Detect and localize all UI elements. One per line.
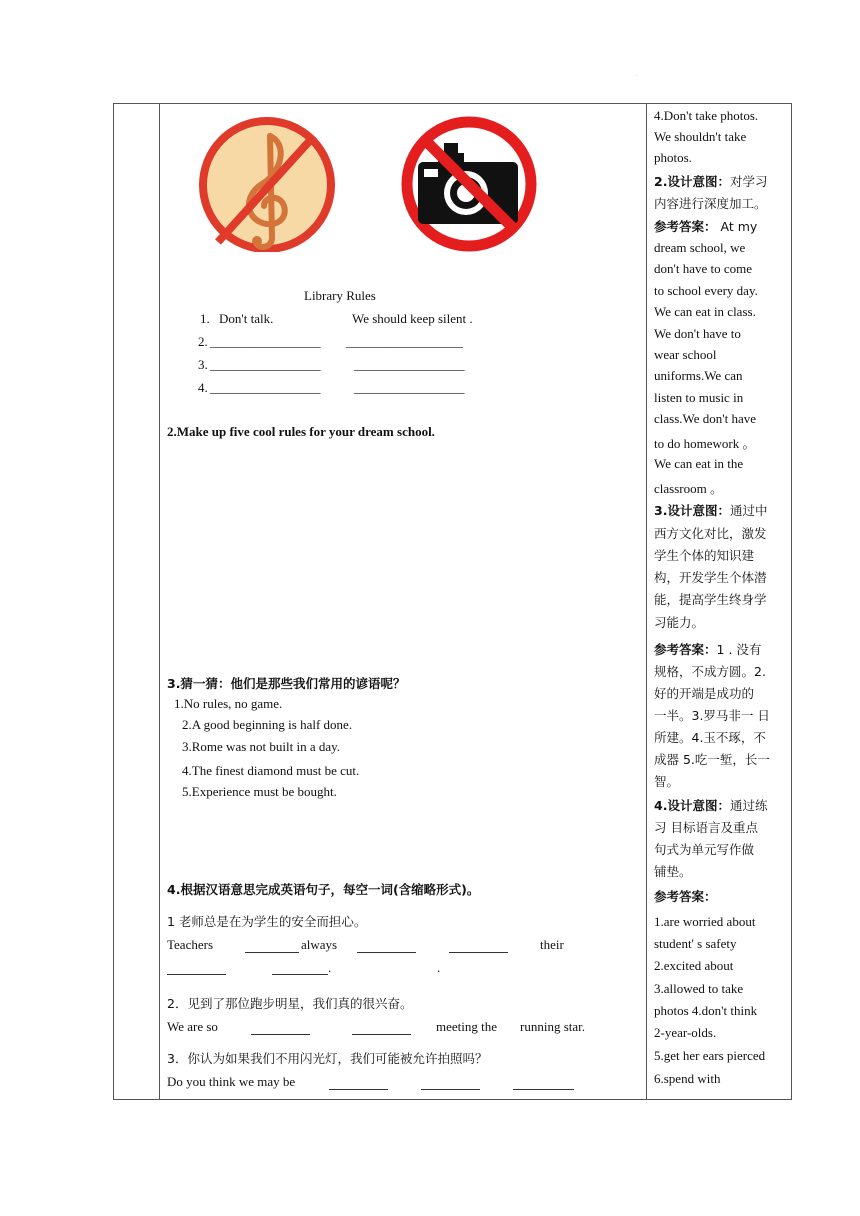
right-column-line: 句式为单元写作做 (654, 842, 755, 857)
q2-blank-2 (352, 1022, 411, 1035)
no-camera-sign-icon (400, 115, 538, 253)
right-column-line: 规格，不成方圆。2. (654, 664, 766, 679)
right-column-line: photos. (654, 150, 692, 165)
right-column-line: 2.设计意图：对学习 (654, 174, 768, 189)
proverb-3: 3.Rome was not built in a day. (182, 739, 341, 754)
q2-word-star: running star. (520, 1019, 585, 1034)
right-column-line: 3.allowed to take (654, 981, 744, 996)
rule-row-3-num: 3. (198, 357, 208, 372)
page-dot: . (636, 72, 638, 78)
rule-row-4-left: _________________ (210, 380, 321, 395)
right-column-line: 成器 5.吃一堑，长一 (654, 752, 770, 767)
right-column-line: 参考答案： At my (654, 219, 758, 234)
right-column-line: 4.Don't take photos. (654, 108, 759, 123)
section4-heading: 4.根据汉语意思完成英语句子，每空一词(含缩略形式)。 (167, 882, 480, 897)
q1-blank-3 (449, 940, 508, 953)
q1-word-their: their (540, 937, 564, 952)
q1-blank-5 (272, 962, 328, 975)
rule-row-4-num: 4. (198, 380, 208, 395)
right-column-line: student' s safety (654, 936, 737, 951)
rule-row-3-left: _________________ (210, 357, 321, 372)
right-column-line: 5.get her ears pierced (654, 1048, 766, 1063)
no-music-sign-icon (196, 114, 338, 256)
right-column-line: classroom 。 (654, 481, 723, 496)
right-column-line: don't have to come (654, 261, 753, 276)
right-column-line: 2.excited about (654, 958, 734, 973)
right-column-line: 学生个体的知识建 (654, 548, 755, 563)
right-column-line: 习 目标语言及重点 (654, 820, 758, 835)
right-column-line: 所建。4.玉不琢，不 (654, 730, 766, 745)
right-column-line: 内容进行深度加工。 (654, 196, 767, 211)
right-column-line: 参考答案：1 . 没有 (654, 642, 762, 657)
right-column-line: We can eat in class. (654, 304, 756, 319)
right-column-line: 2-year-olds. (654, 1025, 717, 1040)
right-column-line: 6.spend with (654, 1071, 721, 1086)
proverb-2: 2.A good beginning is half done. (182, 717, 353, 732)
right-column-line: 4.设计意图：通过练 (654, 798, 768, 813)
q1-blank-1 (245, 940, 299, 953)
q3-chinese: 3．你认为如果我们不用闪光灯，我们可能被允许拍照吗？ (167, 1051, 488, 1066)
right-column-line: class.We don't have (654, 411, 757, 426)
right-column-line: 能，提高学生终身学 (654, 592, 767, 607)
right-column-line: 西方文化对比，激发 (654, 526, 767, 541)
right-column-line: to do homework 。 (654, 436, 756, 451)
right-column-line: uniforms.We can (654, 368, 743, 383)
q2-blank-1 (251, 1022, 310, 1035)
q1-blank-4 (167, 962, 226, 975)
rule-row-1-left: Don't talk. (219, 311, 274, 326)
q2-chinese: 2．见到了那位跑步明星，我们真的很兴奋。 (167, 996, 413, 1011)
right-column-line: 3.设计意图：通过中 (654, 503, 768, 518)
rule-row-1-right: We should keep silent . (352, 311, 473, 326)
section3-heading: 3.猜一猜：他们是那些我们常用的谚语呢？ (167, 676, 406, 691)
rule-row-2-num: 2. (198, 334, 208, 349)
q1-word-always: always (301, 937, 338, 952)
right-column-line: 1.are worried about (654, 914, 756, 929)
rule-row-2-right: __________________ (346, 334, 463, 349)
q2-word-meeting: meeting the (436, 1019, 498, 1034)
rule-row-3-right: _________________ (354, 357, 465, 372)
right-column-line: 智。 (654, 774, 680, 789)
q3-word-do-you-think: Do you think we may be (167, 1074, 296, 1089)
q2-word-we-are-so: We are so (167, 1019, 218, 1034)
q1-blank-2 (357, 940, 416, 953)
right-column-line: 习能力。 (654, 615, 705, 630)
proverb-1: 1.No rules, no game. (174, 696, 283, 711)
q1-word-teachers: Teachers (167, 937, 214, 952)
proverb-5: 5.Experience must be bought. (182, 784, 337, 799)
right-column-line: We shouldn't take (654, 129, 747, 144)
right-column-line: 铺垫。 (654, 864, 692, 879)
right-column-line: listen to music in (654, 390, 744, 405)
library-rules-title: Library Rules (304, 288, 376, 303)
right-column-line: 好的开端是成功的 (654, 686, 755, 701)
right-column-line: dream school, we (654, 240, 746, 255)
q3-blank-1 (329, 1077, 388, 1090)
q1-end: . (328, 960, 332, 975)
rule-row-2-left: _________________ (210, 334, 321, 349)
right-column-line: We can eat in the (654, 456, 744, 471)
q3-blank-3 (513, 1077, 574, 1090)
right-column-line: wear school (654, 347, 717, 362)
q3-blank-2 (421, 1077, 480, 1090)
rule-row-1-num: 1. (200, 311, 210, 326)
q1-chinese: 1 老师总是在为学生的安全而担心。 (167, 914, 367, 929)
column-divider-1 (159, 104, 160, 1099)
right-column-line: 参考答案： (654, 889, 717, 904)
right-column-line: 一半。3.罗马非一 日 (654, 708, 770, 723)
q1-dot: . (437, 960, 441, 975)
lesson-table (113, 103, 792, 1100)
right-column-line: photos 4.don't think (654, 1003, 758, 1018)
right-column-line: 构，开发学生个体潜 (654, 570, 767, 585)
proverb-4: 4.The finest diamond must be cut. (182, 763, 360, 778)
rule-row-4-right: _________________ (354, 380, 465, 395)
column-divider-2 (646, 104, 647, 1099)
right-column-line: to school every day. (654, 283, 758, 298)
section2-heading: 2.Make up five cool rules for your dream school. (167, 424, 435, 439)
right-column-line: We don't have to (654, 326, 741, 341)
